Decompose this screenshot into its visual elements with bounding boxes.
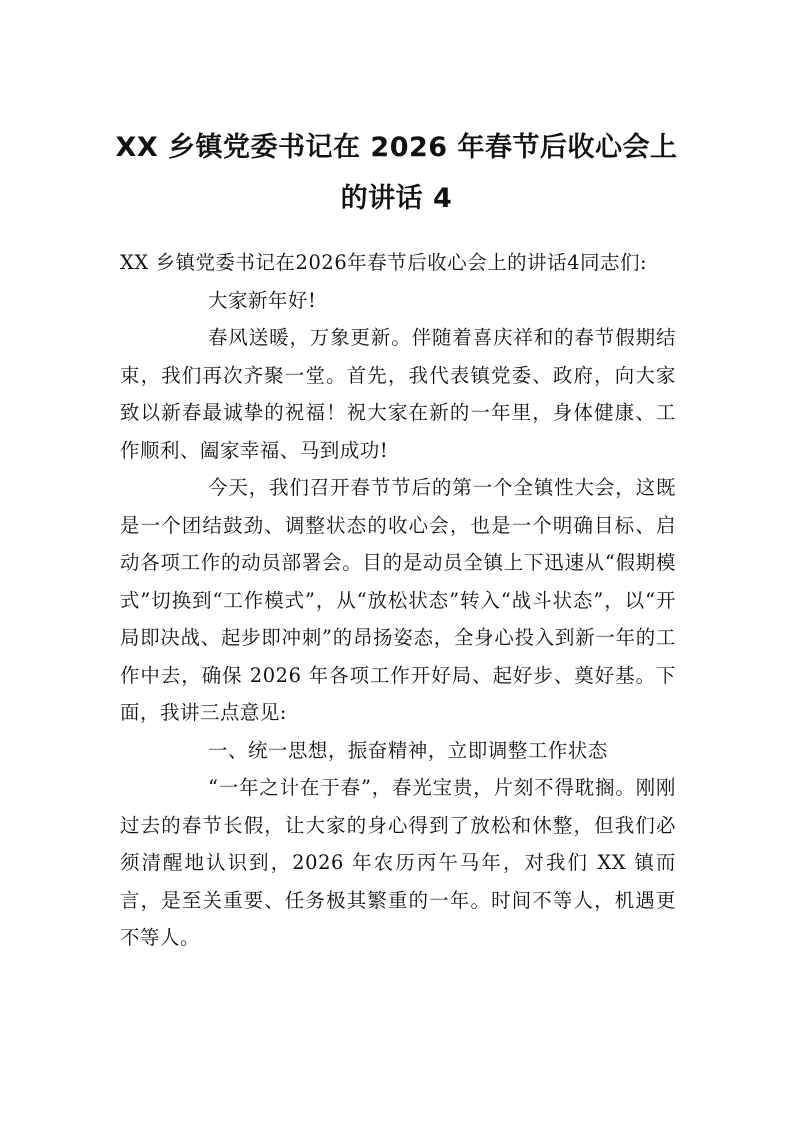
- section-heading-1: 一、统一思想，振奋精神，立即调整工作状态: [208, 738, 608, 762]
- title-line-2: 的讲话 4: [340, 183, 453, 214]
- paragraph-meeting-purpose: 今天，我们召开春节节后的第一个全镇性大会，这既是一个团结鼓劲、调整状态的收心会，也是一个明确目标、启动各项工作的动员部署会。目的是动员全镇上下迅速从“假期模式”切换到“工作模式”，从“放松状态”转入“战斗状态”，以“开局即决战、起步即冲刺”的昂扬姿态，全身心投入到新一年的工作中去，确保 2026 年各项工作开好局、起好步、奠好基。下面，我讲三点意见:: [120, 476, 676, 724]
- paragraph-new-year-wishes: 春风送暖，万象更新。伴随着喜庆祥和的春节假期结束，我们再次齐聚一堂。首先，我代表镇党委、政府，向大家致以新春最诚挚的祝福！祝大家在新的一年里，身体健康、工作顺利、阖家幸福、马到成功!: [120, 326, 676, 462]
- document-body: [120, 244, 676, 957]
- paragraph-opening: XX 乡镇党委书记在2026年春节后收心会上的讲话4同志们:: [120, 251, 648, 274]
- document-title: [100, 122, 693, 224]
- paragraph-greeting: 大家新年好!: [208, 288, 317, 312]
- paragraph-spring-urgency: “一年之计在于春”，春光宝贵，片刻不得耽搁。刚刚过去的春节长假，让大家的身心得到了放松和休整，但我们必须清醒地认识到，2026 年农历丙午马年，对我们 XX 镇而言，是至关重要、任务极其繁重的一年。时间不等人，机遇更不等人。: [120, 776, 676, 949]
- title-line-1: XX 乡镇党委书记在 2026 年春节后收心会上: [115, 132, 678, 163]
